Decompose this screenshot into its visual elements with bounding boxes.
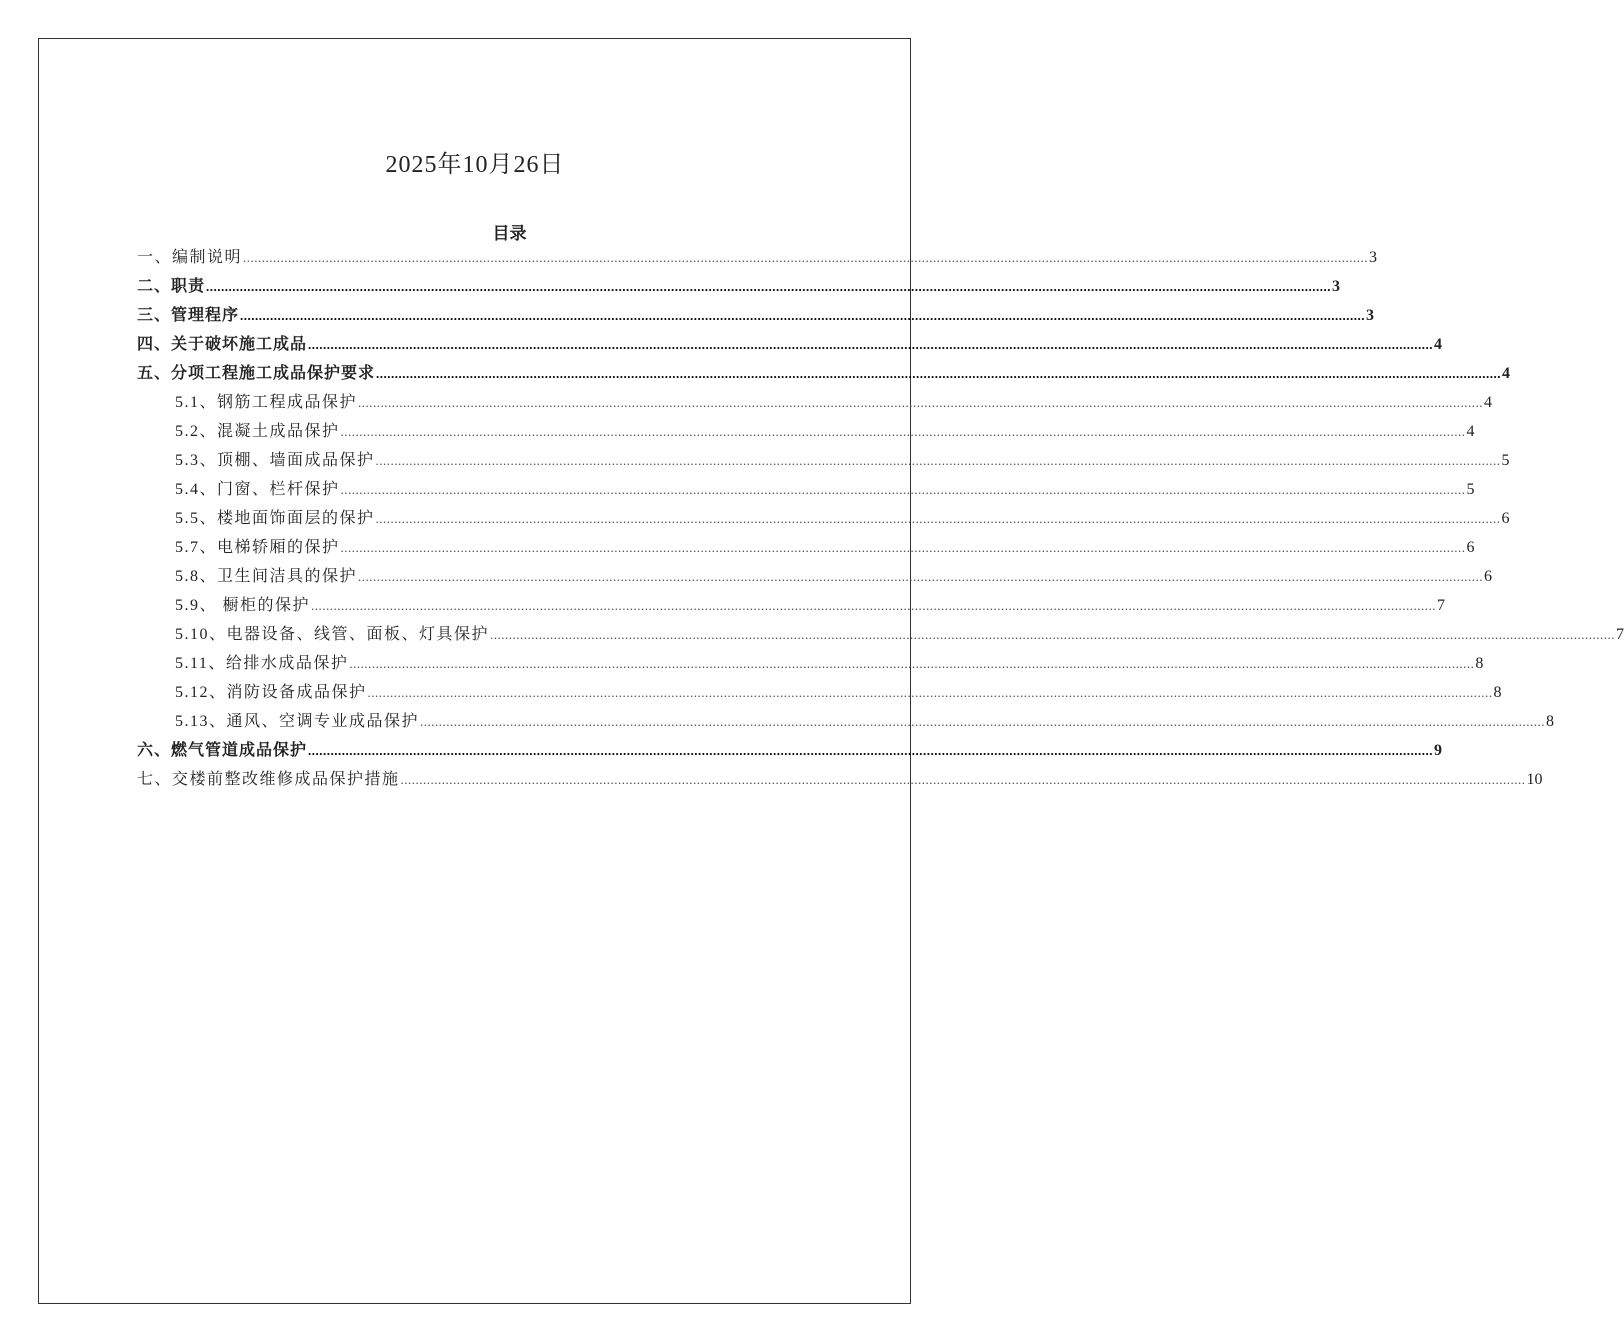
toc-entry[interactable] xyxy=(175,620,1624,649)
toc-entry[interactable] xyxy=(137,301,1376,330)
toc-entry[interactable] xyxy=(175,446,1510,475)
toc-entry-page-number: 10 xyxy=(1526,771,1543,788)
toc-entry-page-number: 5 xyxy=(1501,452,1510,469)
toc-entry[interactable] xyxy=(137,272,1342,301)
toc-title: 目录 xyxy=(492,224,527,243)
toc-entry-label: 六、燃气管道成品保护 xyxy=(137,742,308,759)
toc-dot-leader: ............................................................................................................................................................................................................................................................................................................ xyxy=(243,250,1369,265)
toc-entry-page-number: 7 xyxy=(1616,626,1624,643)
toc-entry-page-number: 8 xyxy=(1493,684,1502,701)
toc-entry[interactable] xyxy=(175,388,1493,417)
toc-dot-leader: ............................................................................................................................................................................................................................................................................................................ xyxy=(340,540,1466,555)
toc-entry-page-number: 6 xyxy=(1501,510,1510,527)
toc-dot-leader: ............................................................................................................................................................................................................................................................................................................ xyxy=(349,656,1475,671)
toc-entry-page-number: 4 xyxy=(1466,423,1475,440)
toc-entry-page-number: 6 xyxy=(1466,539,1475,556)
toc-entry-label: 5.8、卫生间洁具的保护 xyxy=(175,568,358,585)
toc-entry-page-number: 9 xyxy=(1434,742,1444,759)
toc-entry-label: 5.9、 橱柜的保护 xyxy=(175,597,311,614)
toc-entry-page-number: 5 xyxy=(1466,481,1475,498)
toc-dot-leader: ............................................................................................................................................................................................................................................................................................................ xyxy=(376,366,1502,381)
toc-entry-page-number: 3 xyxy=(1332,278,1342,295)
toc-dot-leader: ............................................................................................................................................................................................................................................................................................................ xyxy=(490,627,1616,642)
toc-dot-leader: ............................................................................................................................................................................................................................................................................................................ xyxy=(340,424,1466,439)
toc-dot-leader: ............................................................................................................................................................................................................................................................................................................ xyxy=(375,511,1501,526)
toc-dot-leader: ............................................................................................................................................................................................................................................................................................................ xyxy=(375,453,1501,468)
toc-entry[interactable] xyxy=(137,243,1378,272)
toc-entry[interactable] xyxy=(175,591,1446,620)
document-date: 2025年10月26日 xyxy=(385,152,565,178)
toc-entry-page-number: 3 xyxy=(1369,249,1378,266)
toc-entry-label: 七、交楼前整改维修成品保护措施 xyxy=(137,771,400,788)
toc-entry[interactable] xyxy=(175,562,1493,591)
toc-dot-leader: ............................................................................................................................................................................................................................................................................................................ xyxy=(367,685,1493,700)
toc-entry-label: 5.7、电梯轿厢的保护 xyxy=(175,539,340,556)
toc-dot-leader: ............................................................................................................................................................................................................................................................................................................ xyxy=(358,569,1484,584)
toc-dot-leader: ............................................................................................................................................................................................................................................................................................................ xyxy=(420,714,1546,729)
toc-entry-label: 二、职责 xyxy=(137,278,206,295)
toc-entry[interactable] xyxy=(137,359,1512,388)
toc-entry-label: 5.11、给排水成品保护 xyxy=(175,655,349,672)
toc-dot-leader: ............................................................................................................................................................................................................................................................................................................ xyxy=(358,395,1484,410)
toc-entry[interactable] xyxy=(137,765,1543,794)
toc-entry-page-number: 4 xyxy=(1484,394,1493,411)
toc-entry-page-number: 3 xyxy=(1366,307,1376,324)
toc-entry[interactable] xyxy=(175,707,1555,736)
toc-entry[interactable] xyxy=(175,649,1484,678)
toc-entry-label: 5.2、混凝土成品保护 xyxy=(175,423,340,440)
toc-dot-leader: ............................................................................................................................................................................................................................................................................................................ xyxy=(308,743,1434,758)
toc-entry-label: 5.3、顶棚、墙面成品保护 xyxy=(175,452,375,469)
toc-entry-page-number: 4 xyxy=(1434,336,1444,353)
toc-entry[interactable] xyxy=(175,417,1475,446)
toc-dot-leader: ............................................................................................................................................................................................................................................................................................................ xyxy=(400,772,1526,787)
toc-entry-page-number: 8 xyxy=(1475,655,1484,672)
toc-entry-label: 5.12、消防设备成品保护 xyxy=(175,684,367,701)
toc-entry-page-number: 8 xyxy=(1546,713,1555,730)
toc-entry-label: 五、分项工程施工成品保护要求 xyxy=(137,365,376,382)
toc-dot-leader: ............................................................................................................................................................................................................................................................................................................ xyxy=(340,482,1466,497)
toc-entry-label: 一、编制说明 xyxy=(137,249,243,266)
toc-entry[interactable] xyxy=(175,504,1510,533)
toc-entry-page-number: 4 xyxy=(1502,365,1512,382)
toc-entry[interactable] xyxy=(137,330,1444,359)
toc-entry-page-number: 6 xyxy=(1484,568,1493,585)
toc-entry[interactable] xyxy=(175,533,1475,562)
toc-entry-label: 5.13、通风、空调专业成品保护 xyxy=(175,713,420,730)
toc-dot-leader: ............................................................................................................................................................................................................................................................................................................ xyxy=(308,337,1434,352)
toc-entry-label: 5.4、门窗、栏杆保护 xyxy=(175,481,340,498)
toc-entry-label: 5.10、电器设备、线管、面板、灯具保护 xyxy=(175,626,490,643)
toc-entry[interactable] xyxy=(175,678,1502,707)
toc-entry-label: 5.5、楼地面饰面层的保护 xyxy=(175,510,375,527)
toc-entry-label: 四、关于破坏施工成品 xyxy=(137,336,308,353)
toc-entry[interactable] xyxy=(175,475,1475,504)
toc-entry-label: 5.1、钢筋工程成品保护 xyxy=(175,394,358,411)
toc-entry-page-number: 7 xyxy=(1437,597,1446,614)
toc-entry[interactable] xyxy=(137,736,1444,765)
toc-dot-leader: ............................................................................................................................................................................................................................................................................................................ xyxy=(206,279,1332,294)
toc-entry-label: 三、管理程序 xyxy=(137,307,240,324)
toc-dot-leader: ............................................................................................................................................................................................................................................................................................................ xyxy=(240,308,1366,323)
toc-dot-leader: ............................................................................................................................................................................................................................................................................................................ xyxy=(311,598,1437,613)
